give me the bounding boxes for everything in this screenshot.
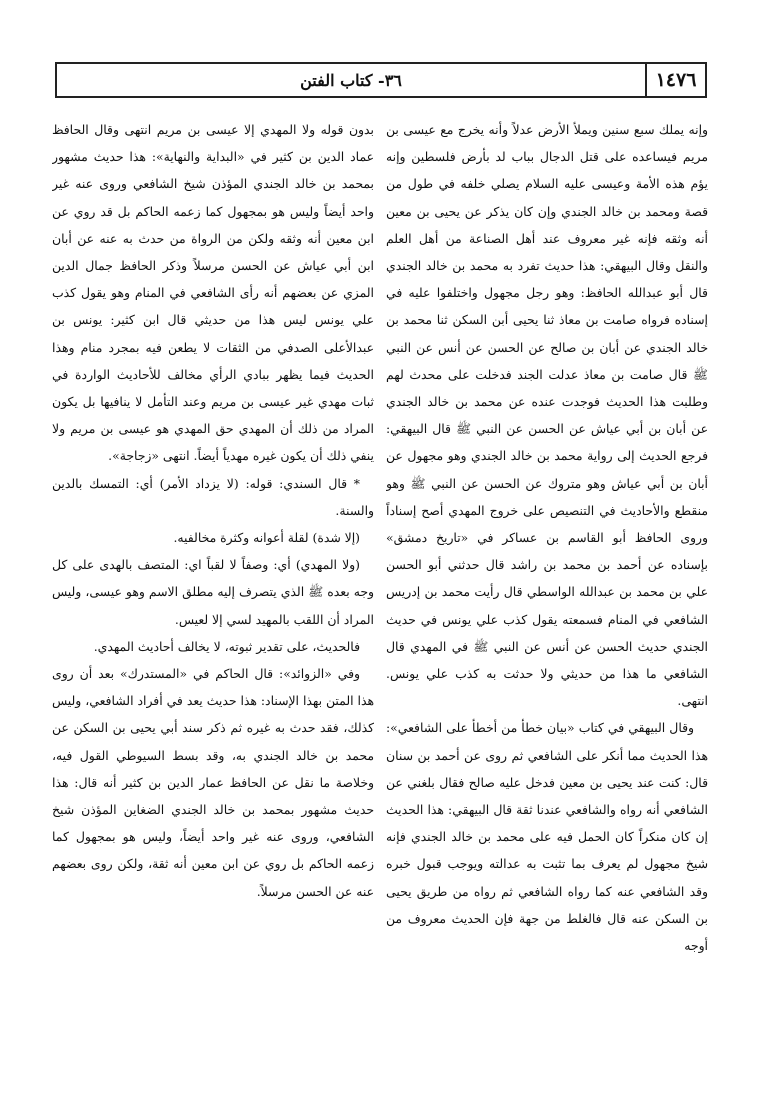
left-column <box>52 116 374 1086</box>
paragraph: (ولا المهدي) أي: وصفاً لا لقباً اي: المتصف بالهدى على كل وجه بعده ﷺ الذي يتصرف إليه مطلق الاسم وهو عيسى، وليس المراد أن اللقب بالمهيد لسي إلا لعيس. <box>52 557 374 627</box>
paragraph: بدون قوله ولا المهدي إلا عيسى بن مريم انتهى وقال الحافظ عماد الدين بن كثير في «البداية والنهاية»: هذا حديث مشهور بمحمد بن خالد الجندي المؤذن شيخ الشافعي وروى عنه غير واحد أيضاً وليس هو بمجهول كما زعمه الحاكم بل قد روي عن ابن معين أنه وثقه ولكن من الرواة من حدث به عنه عن أبان ابن أبي عياش عن الحسن مرسلاً وذكر الحافظ جمال الدين المزي عن بعضهم أنه رأى الشافعي في المنام وهو يقول كذب علي يونس ليس هذا من حديثي قال ابن كثير: يونس بن عبدالأعلى الصدفي من الثقات لا يطعن فيه بمجرد منام وهذا الحديث فيما يظهر ببادي الرأي مخالف للأحاديث الواردة في ثبات مهدي غير عيسى بن مريم وعند التأمل لا ينافيها بل يكون المراد من ذلك أن المهدي حق المهدي هو عيسى بن مريم ولا ينفي ذلك أن يكون غيره مهدياً أيضاً. انتهى «زجاجة». <box>52 122 374 464</box>
chapter-title: ٣٦- كتاب الفتن <box>300 70 402 90</box>
paragraph: وقال البيهقي في كتاب «بيان خطأ من أخطأ على الشافعي»: هذا الحديث مما أنكر على الشافعي ثم روى عن أحمد بن سنان قال: كنت عند يحيى بن معين فدخل عليه صالح فقال بلغني عن الشافعي أنه رواه والشافعي عندنا ثقة قال البيهقي: هذا الحديث إن كان منكراً كان الحمل فيه على محمد بن خالد الجندي فإنه شيخ مجهول لم يعرف بما تثبت به عدالته ويوجب قبول خبره وقد الشافعي عنه كما رواه الشافعي ثم رواه من طريق يحيى بن السكن عنه قال فالغلط من جهة فإن الحديث معروف من أوجه <box>386 720 708 954</box>
paragraph: وفي «الزوائد»: قال الحاكم في «المستدرك» بعد أن روى هذا المتن بهذا الإسناد: هذا حديث يعد في أفراد الشافعي، وليس كذلك، فقد حدث به غيره ثم ذكر سند أبي يحيى بن السكن عن محمد بن خالد الجندي به، وقد بسط السيوطي القول فيه، وخلاصة ما نقل عن الحافظ عمار الدين بن كثير أنه قال: هذا حديث مشهور بمحمد بن خالد الجندي الضغاين المؤذن شيخ الشافعي، وروى عنه غير واحد أيضاً، وليس هو بمجهول كما زعمه الحاكم بل روي عن ابن معين أنه ثقة، ولكن روى بعضهم عنه عن الحسن مرسلاً. <box>52 666 374 899</box>
paragraph: وإنه يملك سبع سنين ويملأ الأرض عدلاً وأنه يخرج مع عيسى بن مريم فيساعده على قتل الدجال بباب لد بأرض فلسطين وإنه يؤم هذه الأمة وعيسى عليه السلام يصلي خلفه في طول من قصة ومحمد بن خالد الجندي وإن كان يذكر عن يحيى بن معين أنه وثقه فإنه غير معروف عند أهل الصناعة من أهل العلم والنقل وقال البيهقي: هذا حديث تفرد به محمد بن خالد الجندي قال أبو عبدالله الحافظ: وهو رجل مجهول واختلفوا عليه في إسناده فرواه صامت بن معاذ ثنا يحيى أبن السكن ثنا محمد بن خالد الجندي عن أبان بن صالح عن الحسن عن أنس عن النبي ﷺ قال صامت بن معاذ عدلت الجند فدخلت على محدث لهم وطلبت هذا الحديث فوجدت عنده عن محمد بن خالد الجندي عن أبان بن أبي عياش عن الحسن عن النبي ﷺ قال البيهقي: فرجع الحديث إلى رواية محمد بن خالد الجندي وهو مجهول عن أبان بن أبي عياش وهو متروك عن الحسن عن النبي ﷺ وهو منقطع والأحاديث في التنصيص على خروج المهدي أصح إسناداً وروى الحافظ أبو القاسم بن عساكر في «تاريخ دمشق» بإسناده عن أحمد بن محمد بن راشد قال حدثني أبو الحسن علي بن محمد بن عبدالله الواسطي قال رأيت محمد بن إدريس الشافعي في المنام فسمعته يقول كذب علي يونس في حديث الجندي حديث الحسن عن أنس عن النبي ﷺ في المهدي قال الشافعي ما هذا من حديثي ولا حدثت به كذب علي يونس. انتهى. <box>386 122 708 709</box>
paragraph: (إلا شدة) لقلة أعوانه وكثرة مخالفيه. <box>173 530 360 546</box>
page-number: ١٤٧٦ <box>645 64 705 96</box>
right-column <box>386 116 708 1086</box>
paragraph: * قال السندي: قوله: (لا يزداد الأمر) أي: التمسك بالدين والسنة. <box>52 475 374 518</box>
paragraph: فالحديث، على تقدير ثبوته، لا يخالف أحاديث المهدي. <box>93 638 360 654</box>
page-header <box>55 62 707 98</box>
